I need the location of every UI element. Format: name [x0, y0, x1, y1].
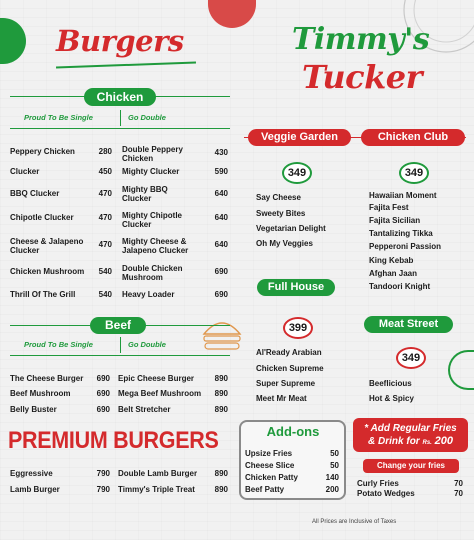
menu-item-price: 640 [214, 213, 228, 222]
menu-item-name: The Cheese Burger [10, 374, 84, 383]
menu-item-name: Belt Stretcher [118, 405, 171, 414]
premium-burgers-title: PREMIUM BURGERS [8, 426, 219, 454]
menu-item-name: Tandoori Knight [369, 282, 431, 291]
menu-item-price: 790 [96, 469, 110, 478]
menu-item-name: Double Peppery Chicken [122, 145, 183, 163]
veggie-garden-heading: Veggie Garden [248, 129, 351, 146]
menu-item-name: Tantalizing Tikka [369, 229, 433, 238]
menu-item-price: 690 [214, 290, 228, 299]
menu-item-name: Double Lamb Burger [118, 469, 198, 478]
logo-line1: Timmy's [292, 22, 430, 57]
menu-item-name: Sweety Bites [256, 209, 306, 218]
full-house-price: 399 [283, 317, 313, 339]
meat-street-heading: Meat Street [364, 316, 453, 333]
addon-item-price: 50 [330, 449, 339, 458]
menu-item-name: Clucker [10, 167, 40, 176]
beef-header-underline [10, 355, 230, 356]
tomato-decoration-icon [0, 18, 26, 64]
leaf-decoration-icon [448, 350, 474, 390]
meat-street-price: 349 [396, 347, 426, 369]
beef-section-heading: Beef [90, 317, 146, 334]
menu-item-price: 890 [214, 405, 228, 414]
offer-currency: Rs. [422, 440, 432, 446]
menu-item-price: 640 [214, 240, 228, 249]
menu-item-price: 690 [96, 405, 110, 414]
menu-item-name: Hot & Spicy [369, 394, 414, 403]
menu-item-price: 790 [96, 485, 110, 494]
burgers-title-underline [56, 62, 196, 69]
menu-item-name: Super Supreme [256, 379, 316, 388]
menu-item-name: Mighty BBQ Clucker [122, 185, 168, 203]
offer-amount: 200 [434, 435, 453, 447]
addon-item-name: Chicken Patty [245, 473, 298, 482]
menu-item-name: Chicken Supreme [256, 364, 324, 373]
chicken-single-heading: Proud To Be Single [24, 113, 93, 122]
menu-item-price: 470 [98, 189, 112, 198]
menu-item-name: Cheese & Jalapeno Clucker [10, 237, 84, 255]
burger-sketch-icon [200, 312, 244, 352]
tomato-top-decoration-icon [208, 0, 256, 28]
menu-item-name: Meet Mr Meat [256, 394, 307, 403]
menu-item-price: 890 [214, 469, 228, 478]
logo-line2: Tucker [302, 58, 423, 96]
menu-item-name: Epic Cheese Burger [118, 374, 195, 383]
menu-item-price: 590 [214, 167, 228, 176]
tax-footnote: All Prices are Inclusive of Taxes [312, 519, 397, 525]
menu-item-price: 470 [98, 213, 112, 222]
menu-item-name: Vegetarian Delight [256, 224, 326, 233]
menu-item-name: Mighty Cheese & Jalapeno Clucker [122, 237, 189, 255]
menu-item-price: 690 [96, 389, 110, 398]
menu-item-name: Mighty Clucker [122, 167, 180, 176]
menu-item-price: 690 [96, 374, 110, 383]
menu-item-price: 890 [214, 485, 228, 494]
addon-item-name: Beef Patty [245, 485, 285, 494]
fries-item-price: 70 [454, 489, 463, 498]
burgers-title: Burgers [56, 24, 184, 58]
addon-item-price: 140 [325, 473, 339, 482]
menu-item-name: Double Chicken Mushroom [122, 264, 183, 282]
menu-item-name: Oh My Veggies [256, 239, 313, 248]
addon-item-name: Upsize Fries [245, 449, 293, 458]
fries-drink-offer-banner [353, 418, 468, 452]
menu-item-name: Hawaiian Moment [369, 191, 437, 200]
veggie-garden-price: 349 [282, 162, 312, 184]
addon-item-price: 200 [325, 485, 339, 494]
fries-item-name: Curly Fries [357, 479, 399, 488]
addon-item-name: Cheese Slice [245, 461, 295, 470]
menu-item-name: Pepperoni Passion [369, 242, 442, 251]
menu-item-price: 890 [214, 374, 228, 383]
chicken-club-price: 349 [399, 162, 429, 184]
menu-item-name: Say Cheese [256, 193, 301, 202]
menu-item-name: Heavy Loader [122, 290, 175, 299]
chicken-col-divider [120, 110, 121, 126]
menu-item-price: 640 [214, 189, 228, 198]
menu-item-name: King Kebab [369, 256, 414, 265]
menu-item-name: Belly Buster [10, 405, 57, 414]
menu-item-name: Lamb Burger [10, 485, 60, 494]
offer-line1: * Add Regular Fries [364, 423, 457, 434]
beef-single-heading: Proud To Be Single [24, 340, 93, 349]
menu-item-name: Fajita Fest [369, 203, 409, 212]
menu-item-name: Beef Mushroom [10, 389, 71, 398]
full-house-heading: Full House [257, 279, 335, 296]
menu-item-name: Eggressive [10, 469, 53, 478]
menu-item-price: 540 [98, 290, 112, 299]
menu-item-price: 280 [98, 147, 112, 156]
menu-item-name: Peppery Chicken [10, 147, 75, 156]
menu-item-price: 540 [98, 267, 112, 276]
beef-double-heading: Go Double [128, 340, 166, 349]
beef-col-divider [120, 337, 121, 353]
change-fries-button[interactable]: Change your fries [363, 459, 459, 473]
menu-item-price: 450 [98, 167, 112, 176]
menu-item-price: 470 [98, 240, 112, 249]
addon-item-price: 50 [330, 461, 339, 470]
menu-item-name: Chipotle Clucker [10, 213, 74, 222]
menu-item-name: Mighty Chipotle Clucker [122, 211, 182, 229]
chicken-double-heading: Go Double [128, 113, 166, 122]
addons-heading: Add-ons [266, 424, 320, 439]
menu-item-name: Afghan Jaan [369, 269, 418, 278]
menu-item-name: Timmy's Triple Treat [118, 485, 195, 494]
menu-item-name: Al'Ready Arabian [256, 348, 322, 357]
chicken-club-heading: Chicken Club [361, 129, 465, 146]
menu-item-price: 430 [214, 148, 228, 157]
offer-line2-prefix: & Drink for [368, 436, 420, 447]
chicken-section-heading: Chicken [84, 88, 156, 106]
fries-item-name: Potato Wedges [357, 489, 415, 498]
menu-item-name: Chicken Mushroom [10, 267, 85, 276]
menu-item-name: Beeflicious [369, 379, 412, 388]
fries-item-price: 70 [454, 479, 463, 488]
menu-item-name: Thrill Of The Grill [10, 290, 76, 299]
chicken-header-underline [10, 128, 230, 129]
menu-item-price: 690 [214, 267, 228, 276]
menu-item-name: Mega Beef Mushroom [118, 389, 202, 398]
menu-item-price: 890 [214, 389, 228, 398]
menu-item-name: Fajita Sicilian [369, 216, 421, 225]
offer-line2 [353, 435, 468, 450]
menu-item-name: BBQ Clucker [10, 189, 60, 198]
